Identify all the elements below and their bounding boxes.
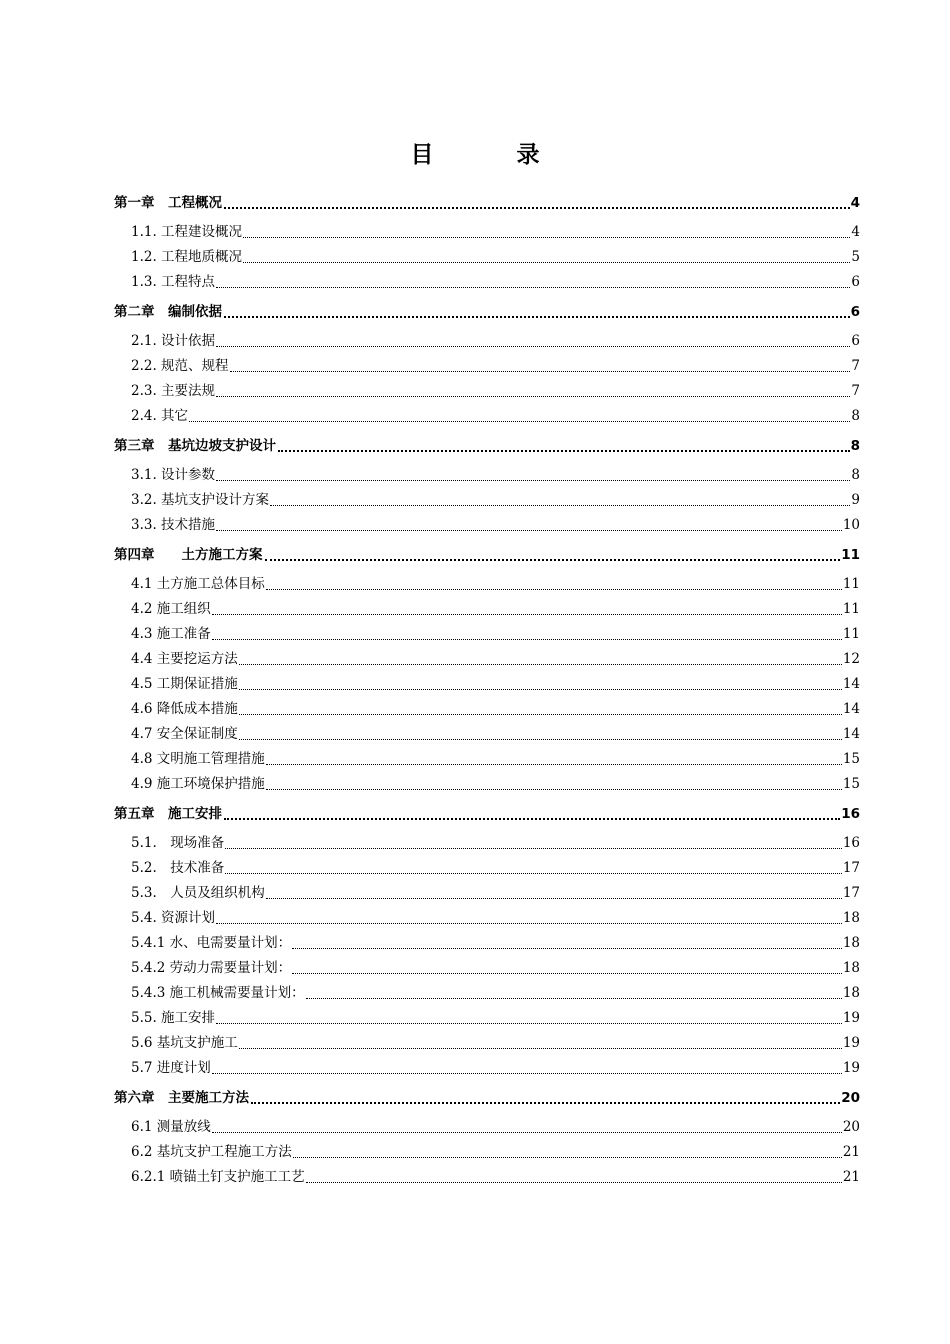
toc-page-number: 14 [842,676,860,692]
toc-entry-label: 第一章 工程概况 [114,194,222,211]
toc-section-entry[interactable] [114,747,860,772]
dot-leader [225,873,842,874]
toc-section-entry[interactable] [114,270,860,295]
toc-entry-label: 2.2. 规范、规程 [131,358,229,374]
toc-section-entry[interactable] [114,488,860,513]
toc-entry-label: 4.5 工期保证措施 [131,676,238,692]
toc-section-entry[interactable] [114,622,860,647]
dot-leader [212,614,842,615]
toc-entry-label: 第五章 施工安排 [114,805,222,822]
toc-page-number: 7 [851,383,860,399]
toc-page-number: 19 [842,1060,860,1076]
dot-leader [239,689,842,690]
toc-section-entry[interactable] [114,931,860,956]
dot-leader [212,1132,842,1133]
toc-section-entry[interactable] [114,1006,860,1031]
toc-entry-label: 5.4. 资源计划 [131,910,216,926]
toc-section-entry[interactable] [114,572,860,597]
toc-entry-label: 第四章 土方施工方案 [114,546,263,563]
page-title: 目 录 [410,142,570,168]
toc-section-entry[interactable] [114,722,860,747]
dot-leader [306,998,842,999]
toc-chapter-entry[interactable] [114,538,860,572]
toc-section-entry[interactable] [114,831,860,856]
toc-page-number: 15 [842,751,860,767]
toc-entry-label: 3.1. 设计参数 [131,467,216,483]
toc-page-number: 14 [842,726,860,742]
toc-entry-label: 2.4. 其它 [131,408,189,424]
toc-section-entry[interactable] [114,245,860,270]
toc-section-entry[interactable] [114,597,860,622]
toc-entry-label: 5.4.2 劳动力需要量计划： [131,960,292,976]
toc-entry-label: 3.2. 基坑支护设计方案 [131,492,270,508]
toc-page-number: 6 [851,333,860,349]
toc-section-entry[interactable] [114,1031,860,1056]
toc-page-number: 18 [842,910,860,926]
dot-leader [306,1182,842,1183]
toc-section-entry[interactable] [114,956,860,981]
toc-page-number: 5 [851,249,860,265]
toc-page-number: 4 [851,224,860,240]
dot-leader [216,923,842,924]
dot-leader [230,371,851,372]
toc-section-entry[interactable] [114,1056,860,1081]
dot-leader [216,287,850,288]
toc-page-number: 19 [842,1010,860,1026]
toc-section-entry[interactable] [114,404,860,429]
toc-page-number: 17 [842,860,860,876]
toc-section-entry[interactable] [114,354,860,379]
toc-section-entry[interactable] [114,906,860,931]
toc-page-number: 18 [842,985,860,1001]
toc-section-entry[interactable] [114,1140,860,1165]
table-of-contents [114,186,860,1190]
toc-page-number: 9 [851,492,860,508]
toc-entry-label: 4.7 安全保证制度 [131,726,238,742]
dot-leader [224,818,840,820]
toc-page-number: 6 [850,303,860,320]
dot-leader [266,898,842,899]
dot-leader [292,948,842,949]
toc-entry-label: 3.3. 技术措施 [131,517,216,533]
toc-section-entry[interactable] [114,881,860,906]
toc-entry-label: 4.3 施工准备 [131,626,211,642]
dot-leader [270,505,850,506]
toc-section-entry[interactable] [114,981,860,1006]
toc-page-number: 20 [841,1089,860,1106]
dot-leader [216,480,850,481]
toc-page-number: 8 [851,408,860,424]
toc-page-number: 16 [841,805,860,822]
dot-leader [278,450,850,452]
toc-page-number: 11 [841,546,860,563]
toc-entry-label: 4.8 文明施工管理措施 [131,751,265,767]
toc-entry-label: 5.6 基坑支护施工 [131,1035,238,1051]
dot-leader [266,764,842,765]
dot-leader [243,237,850,238]
toc-chapter-entry[interactable] [114,186,860,220]
toc-section-entry[interactable] [114,513,860,538]
toc-entry-label: 4.1 土方施工总体目标 [131,576,265,592]
dot-leader [266,589,842,590]
toc-page-number: 8 [850,437,860,454]
toc-page-number: 11 [842,626,860,642]
toc-section-entry[interactable] [114,463,860,488]
toc-page-number: 16 [842,835,860,851]
toc-section-entry[interactable] [114,697,860,722]
toc-chapter-entry[interactable] [114,797,860,831]
dot-leader [239,664,842,665]
toc-entry-label: 第三章 基坑边坡支护设计 [114,437,276,454]
toc-page-number: 18 [842,935,860,951]
dot-leader [212,1073,842,1074]
toc-entry-label: 5.5. 施工安排 [131,1010,216,1026]
toc-page-number: 15 [842,776,860,792]
toc-page-number: 12 [842,651,860,667]
dot-leader [225,848,842,849]
dot-leader [251,1102,840,1104]
toc-entry-label: 2.3. 主要法规 [131,383,216,399]
toc-entry-label: 4.2 施工组织 [131,601,211,617]
toc-chapter-entry[interactable] [114,295,860,329]
toc-page-number: 14 [842,701,860,717]
toc-entry-label: 1.1. 工程建设概况 [131,224,243,240]
dot-leader [239,714,842,715]
dot-leader [243,262,850,263]
dot-leader [216,1023,842,1024]
toc-entry-label: 5.1. 现场准备 [131,835,225,851]
dot-leader [265,559,841,561]
toc-page-number: 10 [842,517,860,533]
toc-page-number: 7 [851,358,860,374]
toc-section-entry[interactable] [114,1115,860,1140]
dot-leader [239,1048,842,1049]
dot-leader [216,396,850,397]
toc-page-number: 4 [850,194,860,211]
toc-entry-label: 6.2.1 喷锚土钉支护施工工艺 [131,1169,305,1185]
dot-leader [216,346,850,347]
toc-section-entry[interactable] [114,647,860,672]
toc-page-number: 17 [842,885,860,901]
toc-entry-label: 5.4.3 施工机械需要量计划： [131,985,305,1001]
dot-leader [224,316,850,318]
toc-entry-label: 5.4.1 水、电需要量计划： [131,935,292,951]
toc-entry-label: 6.1 测量放线 [131,1119,211,1135]
toc-section-entry[interactable] [114,379,860,404]
toc-section-entry[interactable] [114,1165,860,1190]
toc-entry-label: 5.7 进度计划 [131,1060,211,1076]
dot-leader [292,973,842,974]
toc-section-entry[interactable] [114,856,860,881]
toc-page-number: 11 [842,601,860,617]
toc-entry-label: 第二章 编制依据 [114,303,222,320]
toc-chapter-entry[interactable] [114,1081,860,1115]
toc-entry-label: 5.2. 技术准备 [131,860,225,876]
dot-leader [224,207,850,209]
dot-leader [239,739,842,740]
toc-entry-label: 2.1. 设计依据 [131,333,216,349]
toc-page-number: 21 [842,1169,860,1185]
toc-page-number: 21 [842,1144,860,1160]
dot-leader [189,421,850,422]
toc-entry-label: 第六章 主要施工方法 [114,1089,249,1106]
toc-page-number: 6 [851,274,860,290]
toc-entry-label: 4.6 降低成本措施 [131,701,238,717]
dot-leader [212,639,842,640]
dot-leader [216,530,842,531]
toc-section-entry[interactable] [114,672,860,697]
toc-section-entry[interactable] [114,329,860,354]
toc-page-number: 20 [842,1119,860,1135]
toc-page-number: 18 [842,960,860,976]
toc-entry-label: 1.3. 工程特点 [131,274,216,290]
toc-section-entry[interactable] [114,772,860,797]
toc-page-number: 11 [842,576,860,592]
dot-leader [293,1157,842,1158]
toc-section-entry[interactable] [114,220,860,245]
toc-chapter-entry[interactable] [114,429,860,463]
toc-entry-label: 4.9 施工环境保护措施 [131,776,265,792]
toc-entry-label: 1.2. 工程地质概况 [131,249,243,265]
toc-entry-label: 6.2 基坑支护工程施工方法 [131,1144,292,1160]
dot-leader [266,789,842,790]
toc-entry-label: 4.4 主要挖运方法 [131,651,238,667]
toc-page-number: 8 [851,467,860,483]
toc-entry-label: 5.3. 人员及组织机构 [131,885,265,901]
toc-page-number: 19 [842,1035,860,1051]
